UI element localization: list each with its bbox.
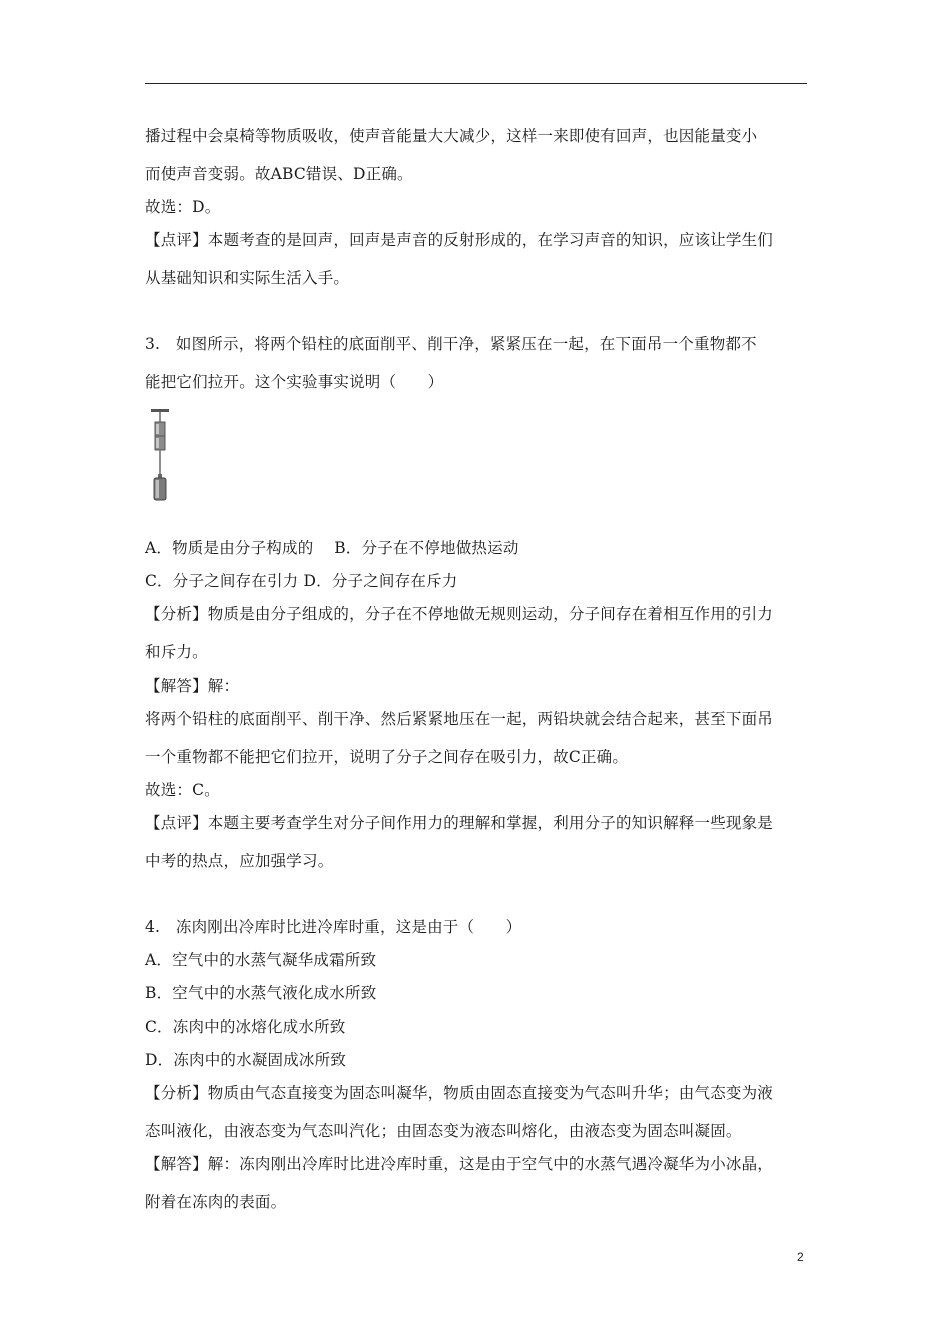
text-line: 故选：C。 <box>145 781 220 799</box>
text-line: 播过程中会桌椅等物质吸收，使声音能量大大减少，这样一来即使有回声，也因能量变小 <box>145 127 758 145</box>
option-line: A．空气中的水蒸气凝华成霜所致 <box>145 951 377 969</box>
text-line: 从基础知识和实际生活入手。 <box>145 269 350 287</box>
header-rule <box>145 83 807 84</box>
text-line: 中考的热点，应加强学习。 <box>145 852 334 870</box>
text-line: 【解答】解： <box>145 677 240 695</box>
text-line: 【点评】本题考查的是回声，回声是声音的反射形成的，在学习声音的知识，应该让学生们 <box>145 231 774 249</box>
text-line: 【分析】物质是由分子组成的，分子在不停地做无规则运动，分子间存在着相互作用的引力 <box>145 605 774 623</box>
text-line: 一个重物都不能把它们拉开，说明了分子之间存在吸引力，故C正确。 <box>145 748 629 766</box>
option-line: D．冻肉中的水凝固成冰所致 <box>145 1051 347 1069</box>
option-line: A．物质是由分子构成的 B．分子在不停地做热运动 <box>145 539 519 557</box>
text-line: 和斥力。 <box>145 643 208 661</box>
question-3-stem: 能把它们拉开。这个实验事实说明（ ） <box>145 373 444 391</box>
option-line: B．空气中的水蒸气液化成水所致 <box>145 984 377 1002</box>
page-number: 2 <box>797 1250 804 1264</box>
text-line: 【解答】解：冻肉刚出冷库时比进冷库时重，这是由于空气中的水蒸气遇冷凝华为小冰晶， <box>145 1155 774 1173</box>
text-line: 故选：D。 <box>145 198 221 216</box>
lead-cylinder-figure <box>150 408 174 504</box>
text-line: 【点评】本题主要考查学生对分子间作用力的理解和掌握，利用分子的知识解释一些现象是 <box>145 814 774 832</box>
option-line: C．冻肉中的冰熔化成水所致 <box>145 1018 346 1036</box>
question-3-stem: 3. 如图所示，将两个铅柱的底面削平、削干净，紧紧压在一起，在下面吊一个重物都不 <box>145 335 757 353</box>
text-line: 附着在冻肉的表面。 <box>145 1193 287 1211</box>
lead-cylinder-illustration <box>150 408 174 504</box>
option-line: C．分子之间存在引力 D．分子之间存在斥力 <box>145 572 458 590</box>
text-line: 态叫液化，由液态变为气态叫汽化；由固态变为液态叫熔化，由液态变为固态叫凝固。 <box>145 1122 742 1140</box>
text-line: 而使声音变弱。故ABC错误、D正确。 <box>145 165 413 183</box>
text-line: 【分析】物质由气态直接变为固态叫凝华，物质由固态直接变为气态叫升华；由气态变为液 <box>145 1084 774 1102</box>
question-4-stem: 4. 冻肉刚出冷库时比进冷库时重，这是由于（ ） <box>145 918 522 936</box>
text-line: 将两个铅柱的底面削平、削干净、然后紧紧地压在一起，两铅块就会结合起来，甚至下面吊 <box>145 710 774 728</box>
